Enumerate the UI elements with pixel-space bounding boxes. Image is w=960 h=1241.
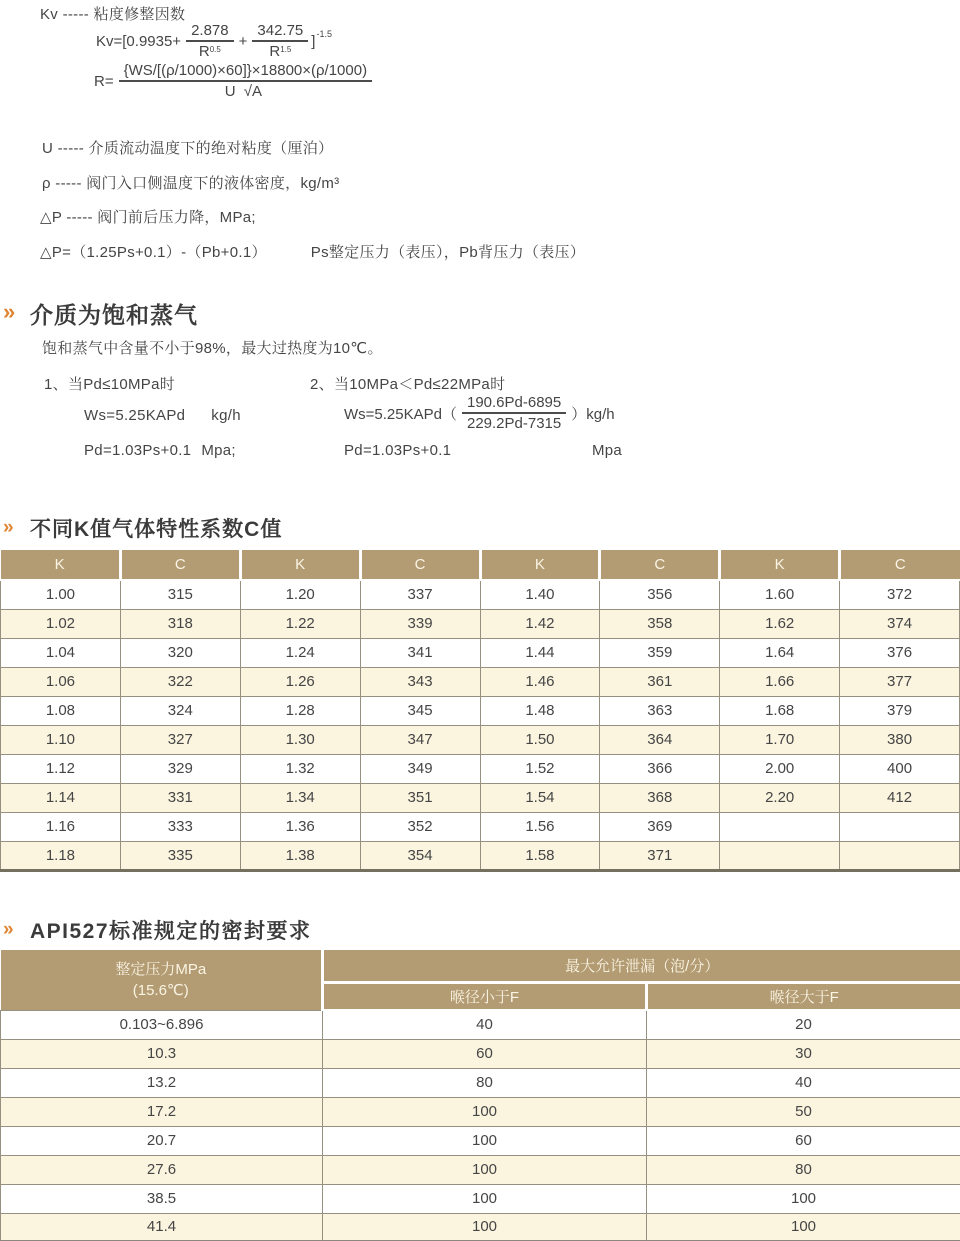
table-cell: 1.58 (480, 841, 600, 870)
kc-table-head (1, 550, 960, 580)
table-cell: 369 (600, 812, 720, 841)
set-pressure-line2: (15.6℃) (132, 981, 189, 999)
ws-tail: ）kg/h (571, 405, 615, 423)
den-base: R (198, 43, 210, 60)
table-cell: 0.103~6.896 (1, 1010, 323, 1039)
table-cell: 100 (323, 1126, 647, 1155)
table-cell: 1.26 (240, 667, 360, 696)
table-cell: 1.54 (480, 783, 600, 812)
api-table-head (1, 950, 960, 1010)
table-cell: 1.66 (720, 667, 840, 696)
table-cell: 10.3 (1, 1039, 323, 1068)
table-cell: 100 (323, 1155, 647, 1184)
table-header-cell: K (720, 550, 840, 580)
table-cell: 1.46 (480, 667, 600, 696)
table-cell: 345 (360, 696, 480, 725)
pd-unit: Mpa; (201, 442, 236, 459)
table-cell: 1.24 (240, 638, 360, 667)
table-cell: 40 (323, 1010, 647, 1039)
den-exponent: 0.5 (209, 45, 221, 54)
set-pressure-header (1, 950, 323, 1010)
table-cell: 331 (120, 783, 240, 812)
ws-unit: kg/h (211, 407, 241, 424)
table-cell: 400 (840, 754, 960, 783)
table-cell: 1.34 (240, 783, 360, 812)
table-header-cell: C (360, 550, 480, 580)
table-cell: 2.00 (720, 754, 840, 783)
kv-formula-lead: Kv=[0.9935+ (96, 32, 182, 50)
table-row (1, 1155, 960, 1184)
table-cell (720, 841, 840, 870)
kv-fraction-2 (252, 22, 308, 60)
radicand: A (250, 80, 266, 100)
section-chevron-icon: » (3, 517, 14, 538)
outer-exponent: -1.5 (316, 29, 332, 39)
table-cell: 1.06 (1, 667, 121, 696)
table-cell: 379 (840, 696, 960, 725)
table-cell: 374 (840, 609, 960, 638)
fraction-denominator: 229.2Pd-7315 (466, 415, 562, 432)
fraction-numerator: {WS/[(ρ/1000)×60]}×18800×(ρ/1000) (119, 62, 372, 82)
table-row (1, 696, 960, 725)
definition-delta-p: △P ----- 阀门前后压力降，MPa; (40, 209, 256, 226)
table-cell: 335 (120, 841, 240, 870)
den-exponent: 1.5 (280, 45, 292, 54)
table-cell: 339 (360, 609, 480, 638)
table-cell: 100 (647, 1184, 960, 1213)
table-cell: 356 (600, 580, 720, 609)
table-row (1, 812, 960, 841)
den-base: R (269, 43, 281, 60)
table-cell: 100 (323, 1213, 647, 1241)
case2-fraction (462, 394, 566, 432)
table-cell: 1.28 (240, 696, 360, 725)
fraction-numerator: 342.75 (252, 22, 308, 42)
close-bracket: ] (311, 32, 316, 50)
table-cell: 30 (647, 1039, 960, 1068)
table-cell: 41.4 (1, 1213, 323, 1241)
table-cell: 320 (120, 638, 240, 667)
section-heading-api527: API527标准规定的密封要求 (30, 920, 312, 943)
table-cell: 337 (360, 580, 480, 609)
table-cell: 1.02 (1, 609, 121, 638)
table-cell: 347 (360, 725, 480, 754)
plus-sign: + (238, 32, 248, 50)
table-row (1, 1039, 960, 1068)
r-fraction (119, 62, 372, 100)
kv-definition-line: Kv ----- 粘度修整因数 (40, 6, 186, 23)
table-row (1, 1068, 960, 1097)
table-cell: 2.20 (720, 783, 840, 812)
table-cell: 324 (120, 696, 240, 725)
table-cell: 1.52 (480, 754, 600, 783)
table-cell: 20.7 (1, 1126, 323, 1155)
table-cell (840, 841, 960, 870)
table-cell: 1.30 (240, 725, 360, 754)
delta-p-line (40, 241, 585, 262)
fraction-numerator: 2.878 (186, 22, 234, 42)
table-row (1, 1213, 960, 1241)
table-cell: 1.38 (240, 841, 360, 870)
table-cell: 1.14 (1, 783, 121, 812)
section-chevron-icon: » (3, 919, 14, 940)
table-cell: 1.04 (1, 638, 121, 667)
section-heading-saturated-steam: 介质为饱和蒸气 (30, 302, 198, 328)
table-cell: 1.16 (1, 812, 121, 841)
table-cell: 1.32 (240, 754, 360, 783)
case2-pd-formula: Pd=1.03Ps+0.1 (344, 442, 452, 459)
table-cell: 100 (647, 1213, 960, 1241)
table-header-cell: K (240, 550, 360, 580)
table-cell: 318 (120, 609, 240, 638)
kv-formula (96, 22, 332, 60)
table-cell: 1.70 (720, 725, 840, 754)
table-cell (720, 812, 840, 841)
table-cell: 354 (360, 841, 480, 870)
table-header-row (1, 950, 960, 982)
table-cell: 1.62 (720, 609, 840, 638)
api-table-body (1, 1010, 960, 1241)
case1-pd-formula (84, 442, 236, 459)
table-header-cell: C (600, 550, 720, 580)
table-cell: 343 (360, 667, 480, 696)
delta-p-note: Ps整定压力（表压），Pb背压力（表压） (310, 244, 586, 261)
r-formula (94, 62, 372, 100)
kv-fraction-1 (186, 22, 234, 60)
table-row (1, 1126, 960, 1155)
table-cell: 100 (323, 1184, 647, 1213)
table-cell: 333 (120, 812, 240, 841)
table-cell: 341 (360, 638, 480, 667)
kc-table-body (1, 580, 960, 870)
table-header-cell: C (840, 550, 960, 580)
table-cell: 366 (600, 754, 720, 783)
table-row (1, 1010, 960, 1039)
table-cell: 358 (600, 609, 720, 638)
den-u: U (224, 83, 236, 100)
table-cell: 40 (647, 1068, 960, 1097)
table-row (1, 841, 960, 870)
table-cell: 371 (600, 841, 720, 870)
throat-less-than-f-header: 喉径小于F (323, 982, 647, 1010)
table-cell: 359 (600, 638, 720, 667)
table-cell: 315 (120, 580, 240, 609)
table-header-cell: K (480, 550, 600, 580)
table-cell: 349 (360, 754, 480, 783)
table-cell: 1.68 (720, 696, 840, 725)
table-header-cell: C (120, 550, 240, 580)
table-row (1, 783, 960, 812)
table-cell: 368 (600, 783, 720, 812)
ws-lead: Ws=5.25KAPd（ (344, 405, 457, 423)
table-row (1, 580, 960, 609)
table-cell: 1.60 (720, 580, 840, 609)
table-cell: 100 (323, 1097, 647, 1126)
table-cell: 376 (840, 638, 960, 667)
table-cell: 351 (360, 783, 480, 812)
table-cell (840, 812, 960, 841)
table-cell: 412 (840, 783, 960, 812)
definition-u: U ----- 介质流动温度下的绝对粘度（厘泊） (42, 140, 334, 157)
max-leak-header: 最大允许泄漏（泡/分） (323, 950, 960, 982)
table-header-row (1, 550, 960, 580)
table-row (1, 667, 960, 696)
ws-formula: Ws=5.25KAPd (84, 407, 186, 424)
table-cell: 60 (323, 1039, 647, 1068)
case2-ws-formula (344, 394, 615, 432)
fraction-numerator: 190.6Pd-6895 (462, 394, 566, 414)
fraction-denominator (220, 82, 271, 100)
table-cell: 352 (360, 812, 480, 841)
saturated-steam-note: 饱和蒸气中含量不小于98%，最大过热度为10℃。 (42, 340, 383, 357)
table-cell: 60 (647, 1126, 960, 1155)
table-cell: 1.12 (1, 754, 121, 783)
table-row (1, 638, 960, 667)
fraction-denominator (194, 42, 226, 60)
table-cell: 27.6 (1, 1155, 323, 1184)
kc-coefficient-table (0, 550, 960, 872)
table-cell: 372 (840, 580, 960, 609)
table-cell: 1.48 (480, 696, 600, 725)
case2-title: 2、当10MPa＜Pd≤22MPa时 (310, 376, 506, 393)
table-cell: 20 (647, 1010, 960, 1039)
fraction-denominator (264, 42, 296, 60)
table-row (1, 754, 960, 783)
table-cell: 380 (840, 725, 960, 754)
api527-seal-table (0, 950, 960, 1241)
table-cell: 13.2 (1, 1068, 323, 1097)
set-pressure-line1: 整定压力MPa (115, 960, 207, 978)
table-cell: 1.42 (480, 609, 600, 638)
table-cell: 80 (323, 1068, 647, 1097)
table-cell: 327 (120, 725, 240, 754)
table-cell: 1.08 (1, 696, 121, 725)
r-formula-lead: R= (94, 72, 114, 90)
table-cell: 322 (120, 667, 240, 696)
table-cell: 1.00 (1, 580, 121, 609)
delta-p-formula: △P=（1.25Ps+0.1）-（Pb+0.1） (40, 244, 267, 261)
radical-sign: √ (243, 83, 252, 100)
case1-title: 1、当Pd≤10MPa时 (44, 376, 176, 393)
table-cell: 1.36 (240, 812, 360, 841)
case1-ws-formula (84, 407, 241, 424)
table-cell: 80 (647, 1155, 960, 1184)
table-cell: 1.50 (480, 725, 600, 754)
table-cell: 329 (120, 754, 240, 783)
definition-rho: ρ ----- 阀门入口侧温度下的液体密度，kg/m³ (42, 175, 340, 192)
table-cell: 1.20 (240, 580, 360, 609)
section-chevron-icon: » (3, 299, 16, 324)
throat-greater-than-f-header: 喉径大于F (647, 982, 960, 1010)
table-cell: 38.5 (1, 1184, 323, 1213)
pd-formula: Pd=1.03Ps+0.1 (84, 442, 192, 459)
table-cell: 1.10 (1, 725, 121, 754)
table-cell: 363 (600, 696, 720, 725)
table-row (1, 725, 960, 754)
table-cell: 364 (600, 725, 720, 754)
table-cell: 1.44 (480, 638, 600, 667)
table-row (1, 1097, 960, 1126)
table-cell: 1.40 (480, 580, 600, 609)
table-cell: 1.18 (1, 841, 121, 870)
table-header-cell: K (1, 550, 121, 580)
table-cell: 17.2 (1, 1097, 323, 1126)
table-row (1, 609, 960, 638)
case2-pd-unit: Mpa (592, 442, 623, 459)
table-cell: 361 (600, 667, 720, 696)
table-cell: 377 (840, 667, 960, 696)
table-cell: 1.56 (480, 812, 600, 841)
table-cell: 1.64 (720, 638, 840, 667)
section-heading-kc-table: 不同K值气体特性系数C值 (30, 518, 283, 541)
table-row (1, 1184, 960, 1213)
table-cell: 50 (647, 1097, 960, 1126)
table-cell: 1.22 (240, 609, 360, 638)
